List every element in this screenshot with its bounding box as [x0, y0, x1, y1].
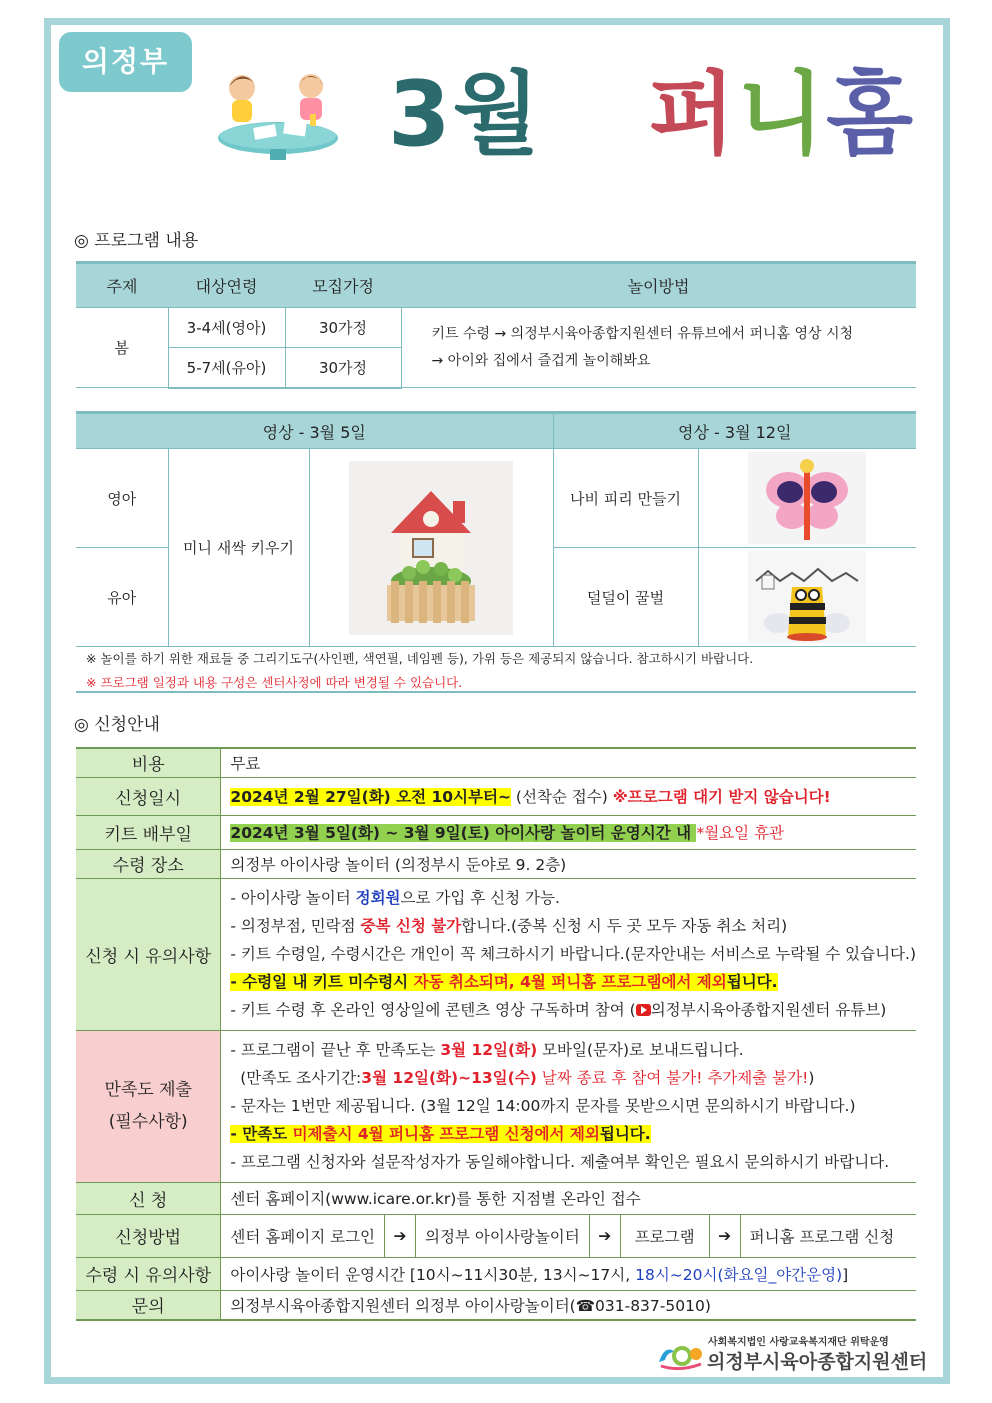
- survey-line: (만족도 조사기간:3월 12일(화)~13일(수) 날짜 종료 후 참여 불가! 추가제출 불가!): [230, 1069, 815, 1087]
- place-label: 수령 장소: [76, 849, 221, 878]
- method-line: 키트 수령 → 의정부시육아종합지원센터 유튜브에서 퍼니홈 영상 시청: [431, 325, 854, 342]
- step-playground: 의정부 아이사랑놀이터: [425, 1227, 580, 1246]
- footer-operator: 사회복지법인 사랑교육복지재단 위탁운영: [708, 1337, 889, 1348]
- survey-line: - 문자는 1번만 제공됩니다. (3월 12일 14:00까지 문자를 못받으시면 문의하시기 바랍니다.): [230, 1097, 856, 1115]
- sprout-house-photo: [349, 461, 513, 635]
- title-month: 3월: [388, 62, 542, 167]
- col-age: 대상연령: [168, 263, 285, 308]
- center-logo-icon: [655, 1338, 705, 1372]
- kids-illustration: [214, 64, 342, 164]
- method-line: → 아이와 집에서 즐겁게 놀이해봐요: [431, 352, 651, 369]
- footer-center-name: 의정부시육아종합지원센터: [707, 1351, 928, 1373]
- arrow-icon: ➔: [589, 1215, 621, 1257]
- butterfly-whistle-photo: [748, 452, 866, 544]
- video-header-mar5: 영상 - 3월 5일: [76, 413, 553, 449]
- youtube-icon: [636, 1004, 651, 1016]
- schedule-note: ※ 프로그램 일정과 내용 구성은 센터사정에 따라 변경될 수 있습니다.: [86, 675, 463, 690]
- contact-value: 의정부시육아종합지원센터 의정부 아이사랑놀이터(☎031-837-5010): [221, 1290, 916, 1320]
- survey-value: [221, 1030, 916, 1182]
- video-table: [76, 411, 916, 647]
- col-method: 놀이방법: [401, 263, 916, 308]
- date-label: 신청일시: [76, 777, 221, 815]
- receive-label: 수령 시 유의사항: [76, 1257, 221, 1290]
- date-value: [221, 777, 916, 815]
- date-first-come: (선착순 접수): [510, 788, 613, 806]
- page-title: [388, 60, 915, 180]
- col-theme: 주제: [76, 263, 168, 308]
- method-label: 신청방법: [76, 1214, 221, 1257]
- arrow-icon: ➔: [709, 1215, 741, 1257]
- age-cell: 3-4세(영아): [168, 308, 285, 348]
- kit-value: [221, 815, 916, 849]
- activity-butterfly: 나비 피리 만들기: [553, 449, 698, 548]
- no-waitlist-note: ※프로그램 대기 받지 않습니다!: [612, 788, 831, 806]
- caution-label: 신청 시 유의사항: [76, 878, 221, 1030]
- group-infant: 영아: [76, 449, 168, 548]
- photo-cell-bee: [698, 548, 916, 647]
- apply-heading: ◎ 신청안내: [74, 715, 160, 735]
- video-header-mar12: 영상 - 3월 12일: [553, 413, 916, 449]
- survey-line: - 프로그램이 끝난 후 만족도는 3월 12일(화) 모바일(문자)로 보내드립니다.: [230, 1041, 744, 1059]
- theme-cell: 봄: [76, 308, 168, 388]
- signup-label: 신 청: [76, 1182, 221, 1214]
- cost-value: 무료: [221, 748, 916, 777]
- group-toddler: 유아: [76, 548, 168, 647]
- survey-line: - 프로그램 신청자와 설문작성자가 동일해야합니다. 제출여부 확인은 필요시 문의하시기 바랍니다.: [230, 1153, 890, 1171]
- col-families: 모집가정: [285, 263, 401, 308]
- materials-note: ※ 놀이를 하기 위한 재료들 중 그리기도구(사인펜, 색연필, 네임펜 등), 가위 등은 제공되지 않습니다. 참고하시기 바랍니다.: [86, 651, 754, 666]
- region-tag: 의정부: [59, 32, 192, 92]
- step-funhome: 퍼니홈 프로그램 신청: [749, 1227, 895, 1246]
- program-heading: ◎ 프로그램 내용: [74, 231, 199, 251]
- caution-line: - 키트 수령 후 온라인 영상일에 콘텐츠 영상 구독하며 참여 ( 의정부시육아종합지원센터 유튜브): [230, 1001, 887, 1019]
- families-cell: 30가정: [285, 348, 401, 388]
- photo-cell-sprout: [309, 449, 553, 647]
- title-char-3: 홈: [826, 62, 916, 167]
- method-cell: [401, 308, 916, 388]
- photo-cell-butterfly: [698, 449, 916, 548]
- kit-highlight: 2024년 3월 5일(화) ~ 3월 9일(토) 아이사랑 놀이터 운영시간 내: [230, 824, 697, 842]
- program-table: [76, 261, 916, 389]
- caution-line: - 수령일 내 키트 미수령시 자동 취소되며, 4월 퍼니홈 프로그램에서 제외됩니다.: [230, 973, 778, 991]
- bee-toy-photo: [748, 551, 866, 643]
- age-cell: 5-7세(유아): [168, 348, 285, 388]
- survey-label: 만족도 제출 (필수사항): [76, 1030, 221, 1182]
- caution-line: - 키트 수령일, 수령시간은 개인이 꼭 체크하시기 바랍니다.(문자안내는 서비스로 누락될 수 있습니다.): [230, 945, 916, 963]
- divider: [76, 691, 916, 693]
- title-char-2: 니: [737, 62, 827, 167]
- activity-mar5: 미니 새싹 키우기: [168, 449, 309, 647]
- receive-value: 아이사랑 놀이터 운영시간 [10시~11시30분, 13시~17시, 18시~20시(화요일_야간운영)]: [221, 1257, 916, 1290]
- signup-value: 센터 홈페이지(www.icare.or.kr)를 통한 지점별 온라인 접수: [221, 1182, 916, 1214]
- method-steps: [221, 1214, 916, 1257]
- caution-line: - 아이사랑 놀이터 정회원으로 가입 후 신청 가능.: [230, 889, 560, 907]
- place-value: 의정부 아이사랑 놀이터 (의정부시 둔야로 9. 2층): [221, 849, 916, 878]
- survey-line: - 만족도 미제출시 4월 퍼니홈 프로그램 신청에서 제외됩니다.: [230, 1125, 651, 1143]
- caution-line: - 의정부점, 민락점 중복 신청 불가합니다.(중복 신청 시 두 곳 모두 자동 취소 처리): [230, 917, 788, 935]
- families-cell: 30가정: [285, 308, 401, 348]
- cost-label: 비용: [76, 748, 221, 777]
- date-highlight: 2024년 2월 27일(화) 오전 10시부터~: [230, 788, 511, 806]
- contact-label: 문의: [76, 1290, 221, 1320]
- kit-label: 키트 배부일: [76, 815, 221, 849]
- step-program: 프로그램: [634, 1227, 695, 1246]
- apply-table: [76, 747, 916, 1321]
- arrow-icon: ➔: [384, 1215, 416, 1257]
- title-char-1: 퍼: [648, 62, 738, 167]
- caution-value: [221, 878, 916, 1030]
- step-login: 센터 홈페이지 로그인: [230, 1227, 376, 1246]
- activity-bee: 덜덜이 꿀벌: [553, 548, 698, 647]
- monday-closed-note: *월요일 휴관: [696, 824, 785, 842]
